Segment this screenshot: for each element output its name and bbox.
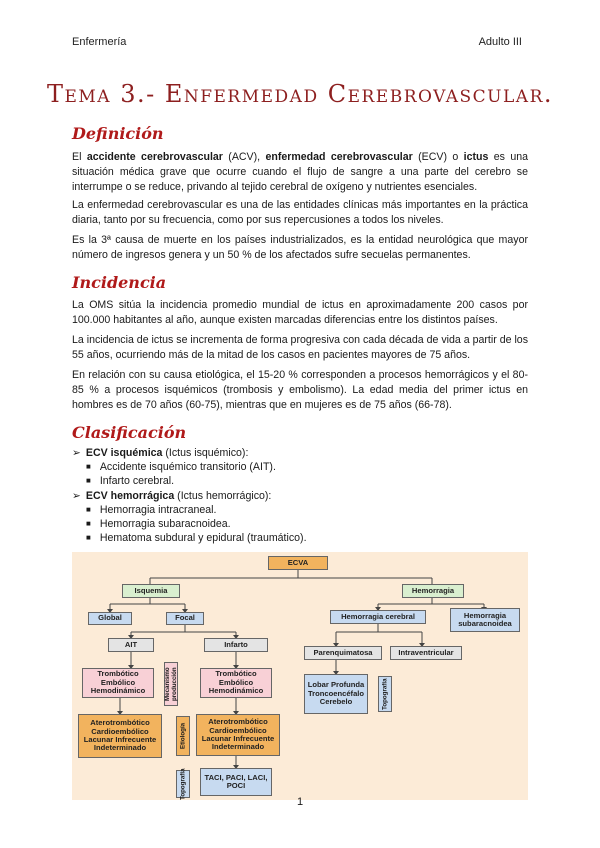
box-focal: Focal <box>166 612 204 625</box>
box-hemorragia-cerebral: Hemorragia cerebral <box>330 610 426 624</box>
box-ecva: ECVA <box>268 556 328 570</box>
box-isquemia: Isquemia <box>122 584 180 598</box>
section-heading-incidencia: Incidencia <box>72 273 167 292</box>
label-mecanismo-produccion: Mecanismo producción <box>164 662 178 706</box>
header-left: Enfermería <box>72 36 127 48</box>
clasificacion-list <box>72 446 528 545</box>
list-item: ■ Hemorragia subaracnoidea. <box>72 517 528 531</box>
page-title: Tema 3.- Enfermedad Cerebrovascular. <box>46 80 554 108</box>
box-topografia-infarto: TACI, PACI, LACI, POCI <box>200 768 272 796</box>
label-etiologia: Etiología <box>176 716 190 756</box>
label-topografia-right: Topografía <box>378 676 392 712</box>
box-hemorragia: Hemorragia <box>402 584 464 598</box>
box-etiologia-ait: Aterotrombótico Cardioembólico Lacunar Infrecuente Indeterminado <box>78 714 162 758</box>
box-infarto: Infarto <box>204 638 268 652</box>
box-topografia-hemorragia: Lobar Profunda Troncoencéfalo Cerebelo <box>304 674 368 714</box>
list-item: ■ Infarto cerebral. <box>72 474 528 488</box>
paragraph-incidencia-2: La incidencia de ictus se incrementa de forma progresiva con cada década de vida a partir de los 55 años, ocurriendo más de la mitad de los casos en pacientes mayores de 75 años. <box>72 334 528 361</box>
box-etiologia-infarto: Aterotrombótico Cardioembólico Lacunar Infrecuente Indeterminado <box>196 714 280 756</box>
paragraph-definicion-3: Es la 3ª causa de muerte en los países industrializados, es la entidad neurológica que mayor número de ingresos genera y un 50 % de los afectados sufre secuelas permanentes. <box>72 234 528 261</box>
list-item: ➢ ECV isquémica (Ictus isquémico): <box>72 446 528 460</box>
paragraph-definicion-2: La enfermedad cerebrovascular es una de las entidades clínicas más importantes en la práctica diaria, tanto por su frecuencia, como por sus repercusiones a todos los niveles. <box>72 199 528 226</box>
paragraph-definicion-1: El accidente cerebrovascular (ACV), enfermedad cerebrovascular (ECV) o ictus es una situación médica grave que ocurre cuando el flujo de sangre a una parte del cerebro se interrumpe o se reduce, privando al tejido cerebral de oxígeno y nutrientes esenciales. <box>72 151 528 193</box>
section-heading-definicion: Definición <box>72 124 164 143</box>
paragraph-incidencia-3: En relación con su causa etiológica, el 15-20 % corresponden a procesos hemorrágicos y el 80-85 % a procesos isquémicos (trombosis y embolismo). La edad media del primer ictus en hombres es de 70 años (60-75), mientras que en mujeres es de 75 años (66-78). <box>72 369 528 411</box>
paragraph-incidencia-1: La OMS sitúa la incidencia promedio mundial de ictus en aproximadamente 200 casos por 100.000 habitantes al año, aunque existen marcadas diferencias entre los distintos países. <box>72 299 528 326</box>
label-topografia: Topografía <box>176 770 190 798</box>
box-hemorragia-subaracnoidea: Hemorragia subaracnoidea <box>450 608 520 632</box>
box-mecanismo-ait: Trombótico Embólico Hemodinámico <box>82 668 154 698</box>
header-right: Adulto III <box>478 36 522 48</box>
page-number: 1 <box>296 796 304 808</box>
section-heading-clasificacion: Clasificación <box>72 423 187 442</box>
list-item: ■ Hemorragia intracraneal. <box>72 503 528 517</box>
list-item: ■ Accidente isquémico transitorio (AIT). <box>72 460 528 474</box>
box-global: Global <box>88 612 132 625</box>
classification-diagram <box>72 552 528 800</box>
list-item: ■ Hematoma subdural y epidural (traumático). <box>72 531 528 545</box>
box-ait: AIT <box>108 638 154 652</box>
box-parenquimatosa: Parenquimatosa <box>304 646 382 660</box>
box-mecanismo-infarto: Trombótico Embólico Hemodinámico <box>200 668 272 698</box>
box-intraventricular: Intraventricular <box>390 646 462 660</box>
list-item: ➢ ECV hemorrágica (Ictus hemorrágico): <box>72 489 528 503</box>
